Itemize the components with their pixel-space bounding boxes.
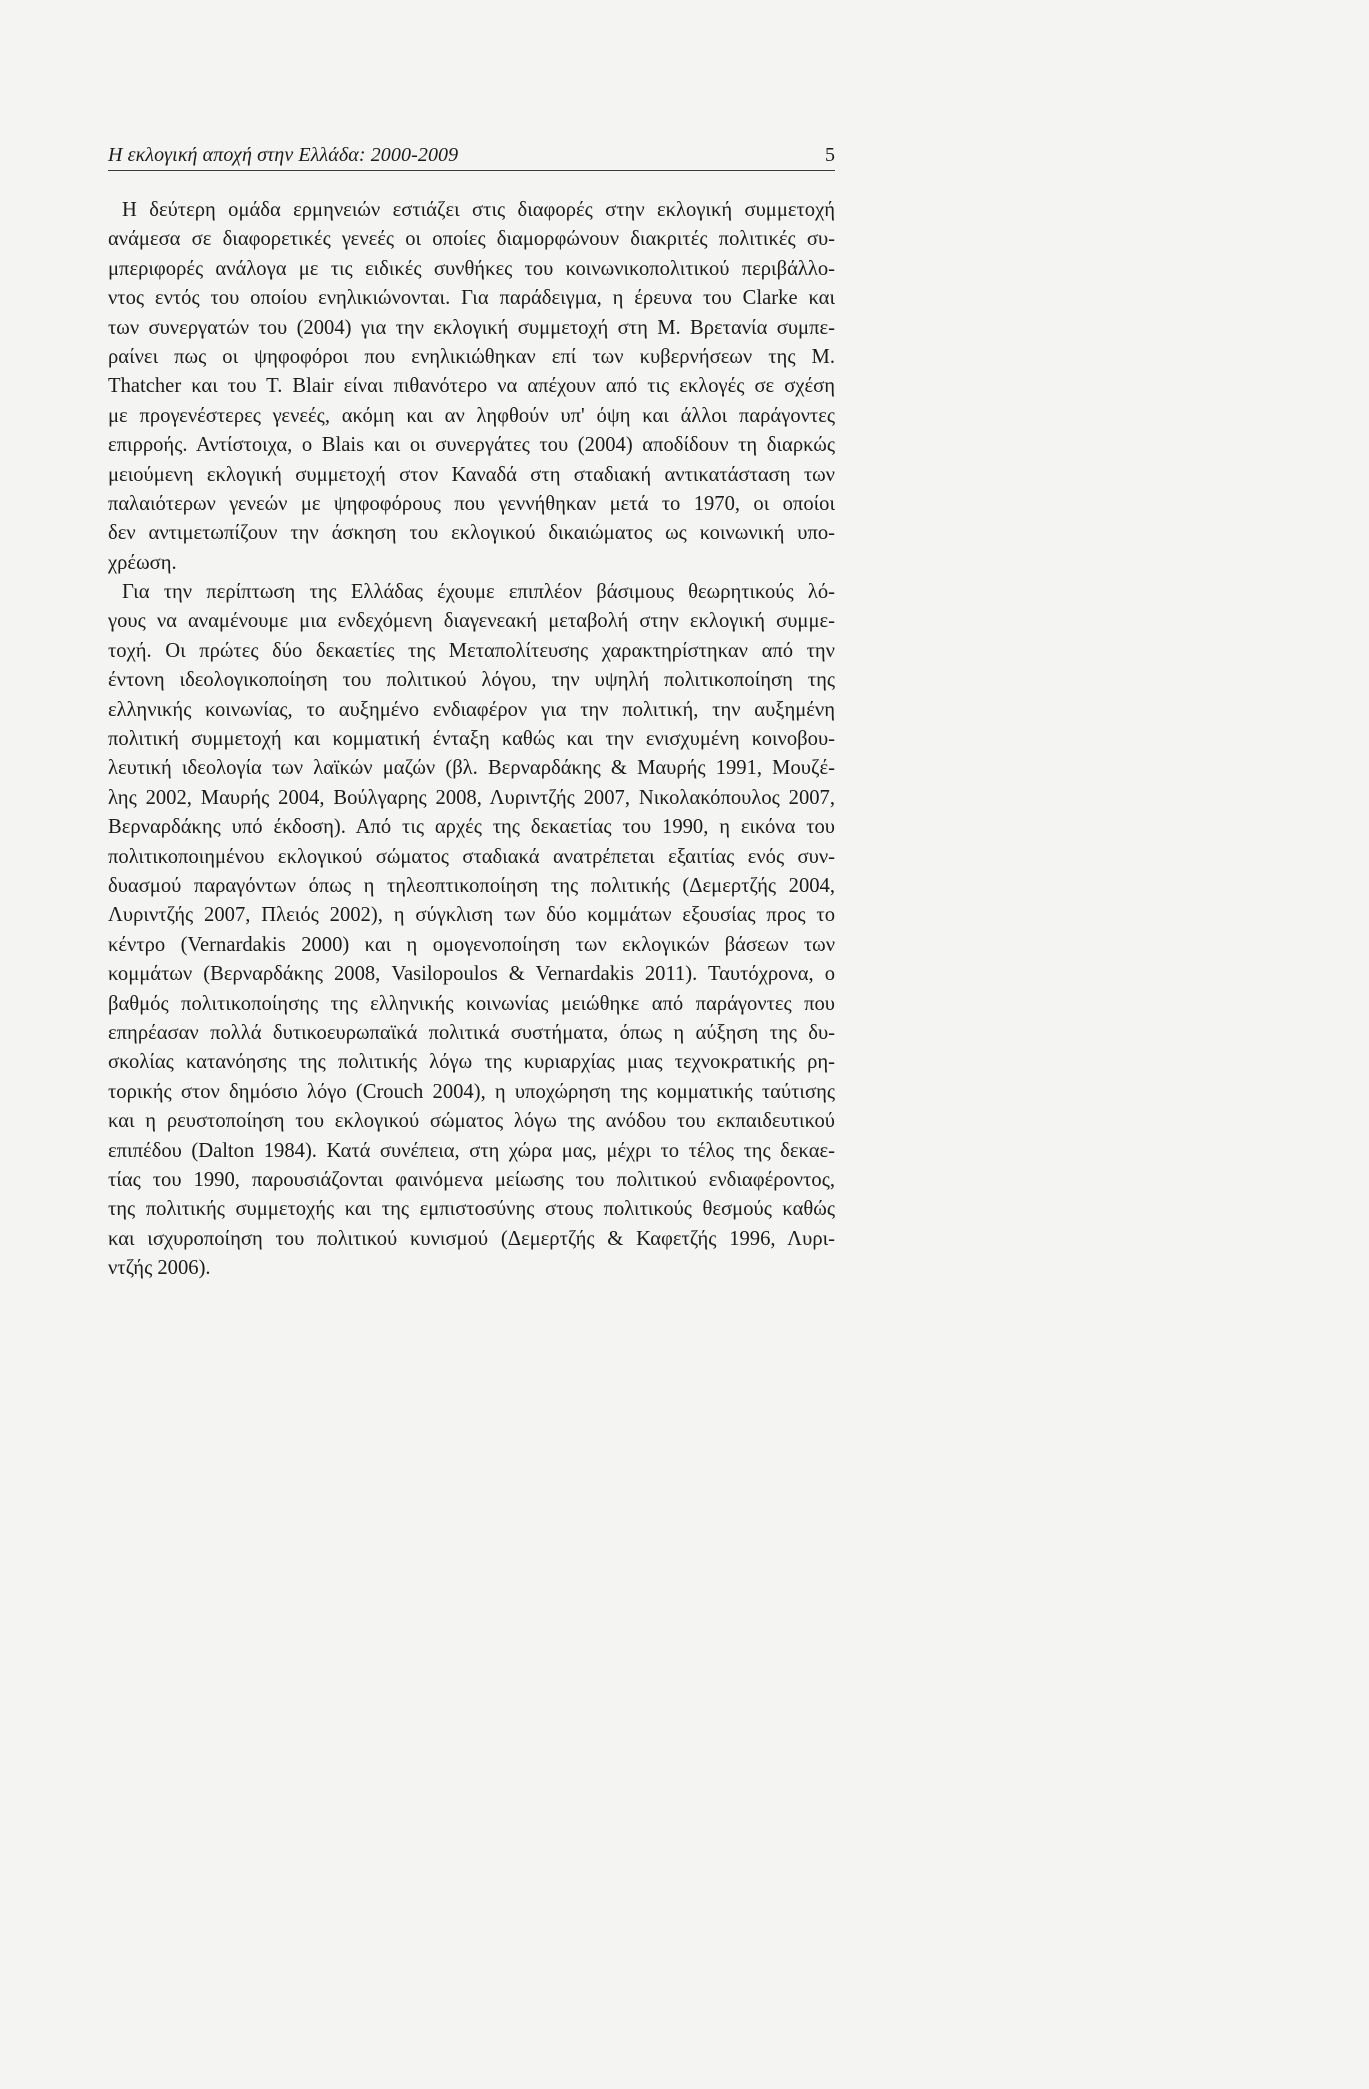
text-line: επιρροής. Αντίστοιχα, ο Blais και οι συνεργάτες του (2004) αποδίδουν τη διαρκώς [108,434,835,457]
paragraph-1 [108,196,835,578]
text-line: τορικής στον δημόσιο λόγο (Crouch 2004), η υποχώρηση της κομματικής ταύτισης [108,1080,835,1103]
text-line: δεν αντιμετωπίζουν την άσκηση του εκλογικού δικαιώματος ως κοινωνική υπο- [108,522,835,545]
text-line: Βερναρδάκης υπό έκδοση). Από τις αρχές της δεκαετίας του 1990, η εικόνα του [108,816,835,839]
text-line: βαθμός πολιτικοποίησης της ελληνικής κοινωνίας μειώθηκε από παράγοντες που [108,992,835,1015]
running-title: Η εκλογική αποχή στην Ελλάδα: 2000-2009 [108,144,459,166]
text-line: ντος εντός του οποίου ενηλικιώνονται. Για παράδειγμα, η έρευνα του Clarke και [108,287,835,310]
text-line: λευτική ιδεολογία των λαϊκών μαζών (βλ. Βερναρδάκης & Μαυρής 1991, Μουζέ- [108,757,835,780]
text-line: πολιτική συμμετοχή και κομματική ένταξη καθώς και την ενισχυμένη κοινοβου- [108,728,835,751]
text-line: σκολίας κατανόησης της πολιτικής λόγω της κυριαρχίας μιας τεχνοκρατικής ρη- [108,1051,835,1074]
page-number: 5 [825,144,835,166]
text-line: και η ρευστοποίηση του εκλογικού σώματος λόγω της ανόδου του εκπαιδευτικού [108,1110,835,1133]
text-line: και ισχυροποίηση του πολιτικού κυνισμού (Δεμερτζής & Καφετζής 1996, Λυρι- [108,1227,835,1250]
text-line: πολιτικοποιημένου εκλογικού σώματος σταδιακά ανατρέπεται εξαιτίας ενός συν- [108,845,835,868]
text-line: επιπέδου (Dalton 1984). Κατά συνέπεια, στη χώρα μας, μέχρι το τέλος της δεκαε- [108,1139,835,1162]
text-line: έντονη ιδεολογικοποίηση του πολιτικού λόγου, την υψηλή πολιτικοποίηση της [108,669,835,692]
text-line: Λυριντζής 2007, Πλειός 2002), η σύγκλιση των δύο κομμάτων εξουσίας προς το [108,904,835,927]
text-line: χρέωση. [108,551,177,574]
text-line: Thatcher και του Τ. Blair είναι πιθανότερο να απέχουν από τις εκλογές σε σχέση [108,375,835,398]
text-line: επηρέασαν πολλά δυτικοευρωπαϊκά πολιτικά συστήματα, όπως η αύξηση της δυ- [108,1021,835,1044]
text-line: τίας του 1990, παρουσιάζονται φαινόμενα μείωσης του πολιτικού ενδιαφέροντος, [108,1168,835,1191]
text-line: δυασμού παραγόντων όπως η τηλεοπτικοποίηση της πολιτικής (Δεμερτζής 2004, [108,874,835,897]
text-line: Για την περίπτωση της Ελλάδας έχουμε επιπλέον βάσιμους θεωρητικούς λό- [122,581,835,604]
text-line: τοχή. Οι πρώτες δύο δεκαετίες της Μεταπολίτευσης χαρακτηρίστηκαν από την [108,639,835,662]
text-line: κέντρο (Vernardakis 2000) και η ομογενοποίηση των εκλογικών βάσεων των [108,933,835,956]
body-text [108,196,835,1283]
text-line: μπεριφορές ανάλογα με τις ειδικές συνθήκες του κοινωνικοπολιτικού περιβάλλο- [108,257,835,280]
text-line: ραίνει πως οι ψηφοφόροι που ενηλικιώθηκαν επί των κυβερνήσεων της Μ. [108,345,835,368]
text-line: της πολιτικής συμμετοχής και της εμπιστοσύνης στους πολιτικούς θεσμούς καθώς [108,1198,835,1221]
header-rule [108,170,835,171]
paragraph-2 [108,578,835,1283]
text-line: με προγενέστερες γενεές, ακόμη και αν ληφθούν υπ' όψη και άλλοι παράγοντες [108,404,835,427]
text-line: ντζής 2006). [108,1257,211,1280]
text-line: λης 2002, Μαυρής 2004, Βούλγαρης 2008, Λυριντζής 2007, Νικολακόπουλος 2007, [108,786,835,809]
text-line: ανάμεσα σε διαφορετικές γενεές οι οποίες διαμορφώνουν διακριτές πολιτικές συ- [108,228,835,251]
running-head [108,140,835,170]
text-line: κομμάτων (Βερναρδάκης 2008, Vasilopoulos & Vernardakis 2011). Ταυτόχρονα, ο [108,963,835,986]
text-line: των συνεργατών του (2004) για την εκλογική συμμετοχή στη Μ. Βρετανία συμπε- [108,316,835,339]
text-line: μειούμενη εκλογική συμμετοχή στον Καναδά στη σταδιακή αντικατάσταση των [108,463,835,486]
text-line: ελληνικής κοινωνίας, το αυξημένο ενδιαφέρον για την πολιτική, την αυξημένη [108,698,835,721]
text-line: Η δεύτερη ομάδα ερμηνειών εστιάζει στις διαφορές στην εκλογική συμμετοχή [122,199,835,221]
text-line: παλαιότερων γενεών με ψηφοφόρους που γεννήθηκαν μετά το 1970, οι οποίοι [108,492,835,515]
text-line: γους να αναμένουμε μια ενδεχόμενη διαγενεακή μεταβολή στην εκλογική συμμε- [108,610,835,633]
